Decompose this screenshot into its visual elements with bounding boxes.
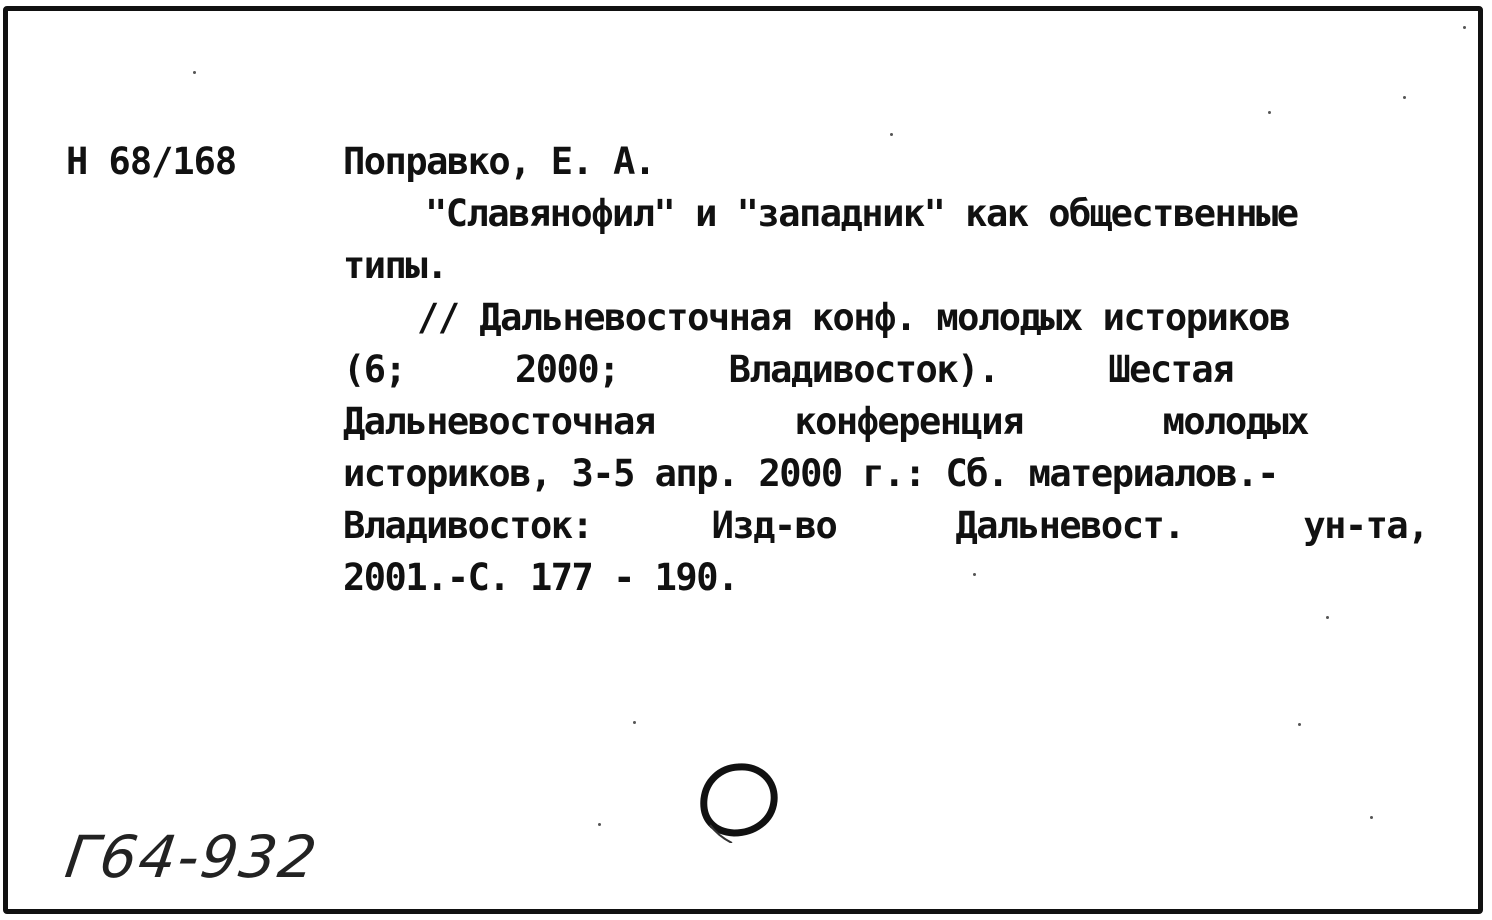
source-word: молодых bbox=[1162, 400, 1308, 443]
title-line: типы. bbox=[343, 244, 447, 287]
speck bbox=[973, 573, 976, 576]
source-word: 2000; bbox=[515, 348, 619, 391]
source-word: Дальневост. bbox=[955, 504, 1185, 547]
source-line: // Дальневосточная конф. молодых историков bbox=[417, 296, 1290, 339]
source-line bbox=[343, 400, 1308, 443]
speck bbox=[1463, 26, 1466, 29]
source-word: Дальневосточная bbox=[343, 400, 655, 443]
title-line: "Славянофил" и "западник" как общественные bbox=[425, 192, 1298, 235]
source-line: историков, 3-5 апр. 2000 г.: Сб. материалов.- bbox=[343, 452, 1278, 495]
source-word: Владивосток: bbox=[343, 504, 593, 547]
author: Поправко, Е. А. bbox=[343, 140, 655, 183]
speck bbox=[1268, 111, 1271, 114]
punch-hole-icon bbox=[696, 759, 780, 843]
speck bbox=[1326, 616, 1329, 619]
source-line: 2001.-С. 177 - 190. bbox=[343, 556, 738, 599]
speck bbox=[890, 133, 893, 136]
speck bbox=[1298, 723, 1301, 726]
source-word: Изд-во bbox=[711, 504, 837, 547]
speck bbox=[1370, 816, 1373, 819]
handwritten-inventory-number: Г64-932 bbox=[61, 823, 323, 891]
source-word: ун-та, bbox=[1303, 504, 1428, 547]
source-word: Владивосток). bbox=[728, 348, 999, 391]
source-word: конференция bbox=[794, 400, 1023, 443]
source-word: Шестая bbox=[1108, 348, 1233, 391]
source-line bbox=[343, 348, 1233, 391]
speck bbox=[193, 71, 196, 74]
speck bbox=[1403, 96, 1406, 99]
speck bbox=[633, 721, 636, 724]
source-word: (6; bbox=[343, 348, 406, 391]
source-line bbox=[343, 504, 1428, 547]
shelfmark: Н 68/168 bbox=[66, 140, 237, 183]
speck bbox=[598, 823, 601, 826]
catalog-card bbox=[3, 6, 1483, 914]
